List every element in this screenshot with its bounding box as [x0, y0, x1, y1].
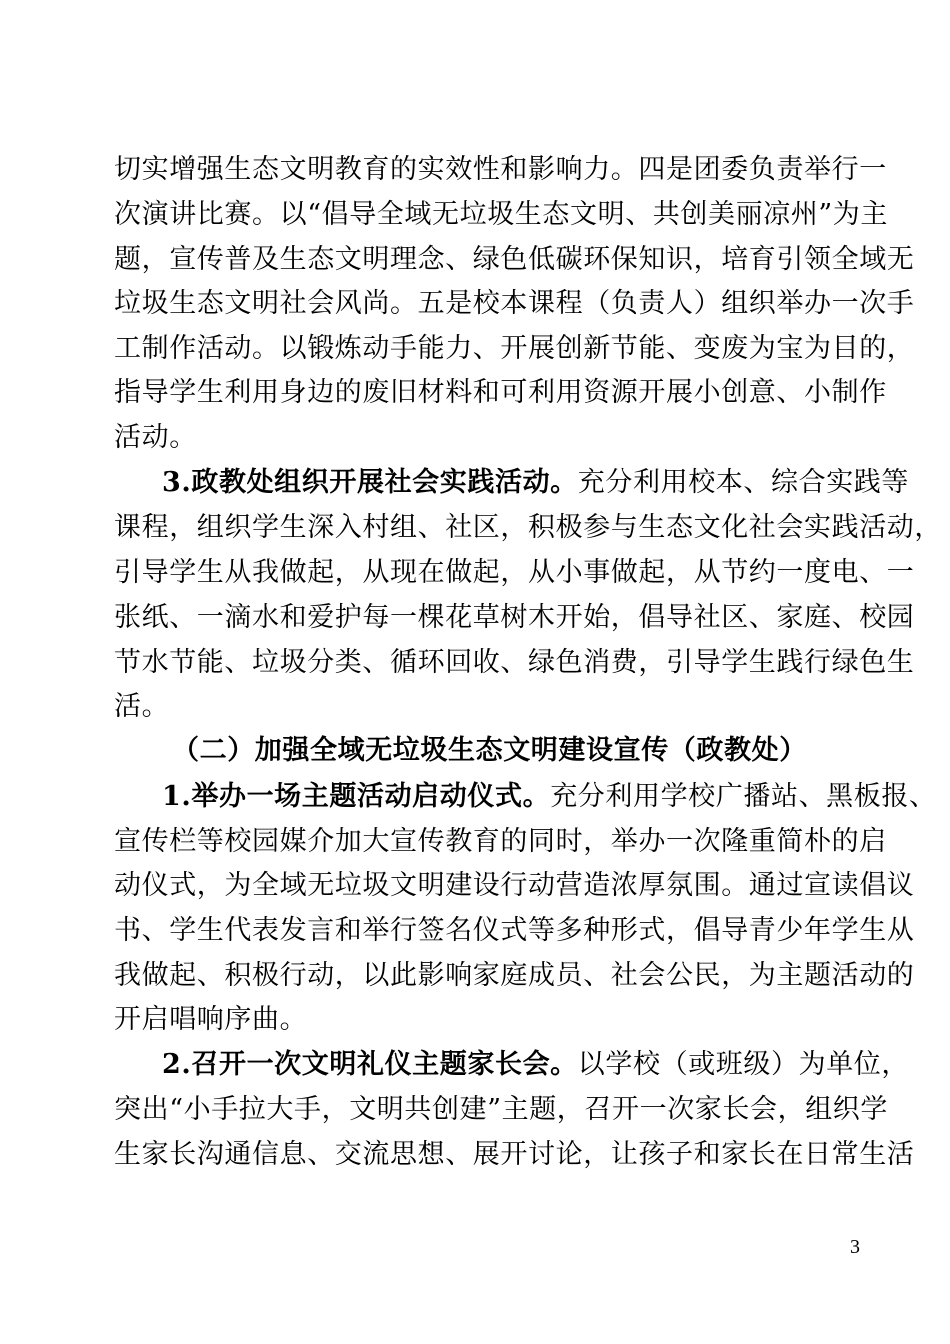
text-line: 工制作活动。以锻炼动手能力、开展创新节能、变废为宝为目的， — [114, 333, 915, 364]
paragraph-first-line — [0, 777, 950, 817]
paragraph-heading: 2.召开一次文明礼仪主题家长会。 — [162, 1049, 578, 1080]
paragraph-heading: 1.举办一场主题活动启动仪式。 — [162, 781, 551, 812]
text-line: 指导学生利用身边的废旧材料和可利用资源开展小创意、小制作 — [114, 377, 887, 408]
text-line: 书、学生代表发言和举行签名仪式等多种形式，倡导青少年学生从 — [114, 915, 915, 946]
text-line: 引导学生从我做起，从现在做起，从小事做起，从节约一度电、一 — [114, 557, 915, 588]
text-line: 生家长沟通信息、交流思想、展开讨论，让孩子和家长在日常生活 — [114, 1139, 915, 1170]
text-line: 课程，组织学生深入村组、社区，积极参与生态文化社会实践活动， — [114, 512, 942, 543]
paragraph-first-line — [0, 463, 950, 503]
text-line: 垃圾生态文明社会风尚。五是校本课程（负责人）组织举办一次手 — [114, 288, 915, 319]
section-heading: （二）加强全域无垃圾生态文明建设宣传（政教处） — [172, 735, 807, 766]
text-line: 开启唱响序曲。 — [114, 1004, 308, 1035]
paragraph-first-line — [0, 1045, 950, 1085]
text-line: 动仪式，为全域无垃圾文明建设行动营造浓厚氛围。通过宣读倡议 — [114, 870, 915, 901]
text-line: 题，宣传普及生态文明理念、绿色低碳环保知识，培育引领全域无 — [114, 244, 915, 275]
text-line: 切实增强生态文明教育的实效性和影响力。四是团委负责举行一 — [114, 154, 887, 185]
text-line: 宣传栏等校园媒介加大宣传教育的同时，举办一次隆重简朴的启 — [114, 826, 887, 857]
text-line: 我做起、积极行动，以此影响家庭成员、社会公民，为主题活动的 — [114, 960, 915, 991]
paragraph-text: 充分利用校本、综合实践等 — [577, 467, 909, 498]
paragraph-text: 充分利用学校广播站、黑板报、 — [550, 781, 937, 812]
paragraph-heading: 3.政教处组织开展社会实践活动。 — [162, 467, 578, 498]
text-line: 次演讲比赛。以“倡导全域无垃圾生态文明、共创美丽凉州”为主 — [114, 199, 889, 230]
text-line: 张纸、一滴水和爱护每一棵花草树木开始，倡导社区、家庭、校园 — [114, 602, 915, 633]
text-line: 活。 — [114, 691, 170, 722]
paragraph-text: 以学校（或班级）为单位， — [577, 1049, 909, 1080]
text-line: 突出“小手拉大手，文明共创建”主题，召开一次家长会，组织学 — [114, 1094, 889, 1125]
text-line: 节水节能、垃圾分类、循环回收、绿色消费，引导学生践行绿色生 — [114, 647, 915, 678]
page-number: 3 — [850, 1236, 860, 1258]
text-line: 活动。 — [114, 422, 197, 453]
